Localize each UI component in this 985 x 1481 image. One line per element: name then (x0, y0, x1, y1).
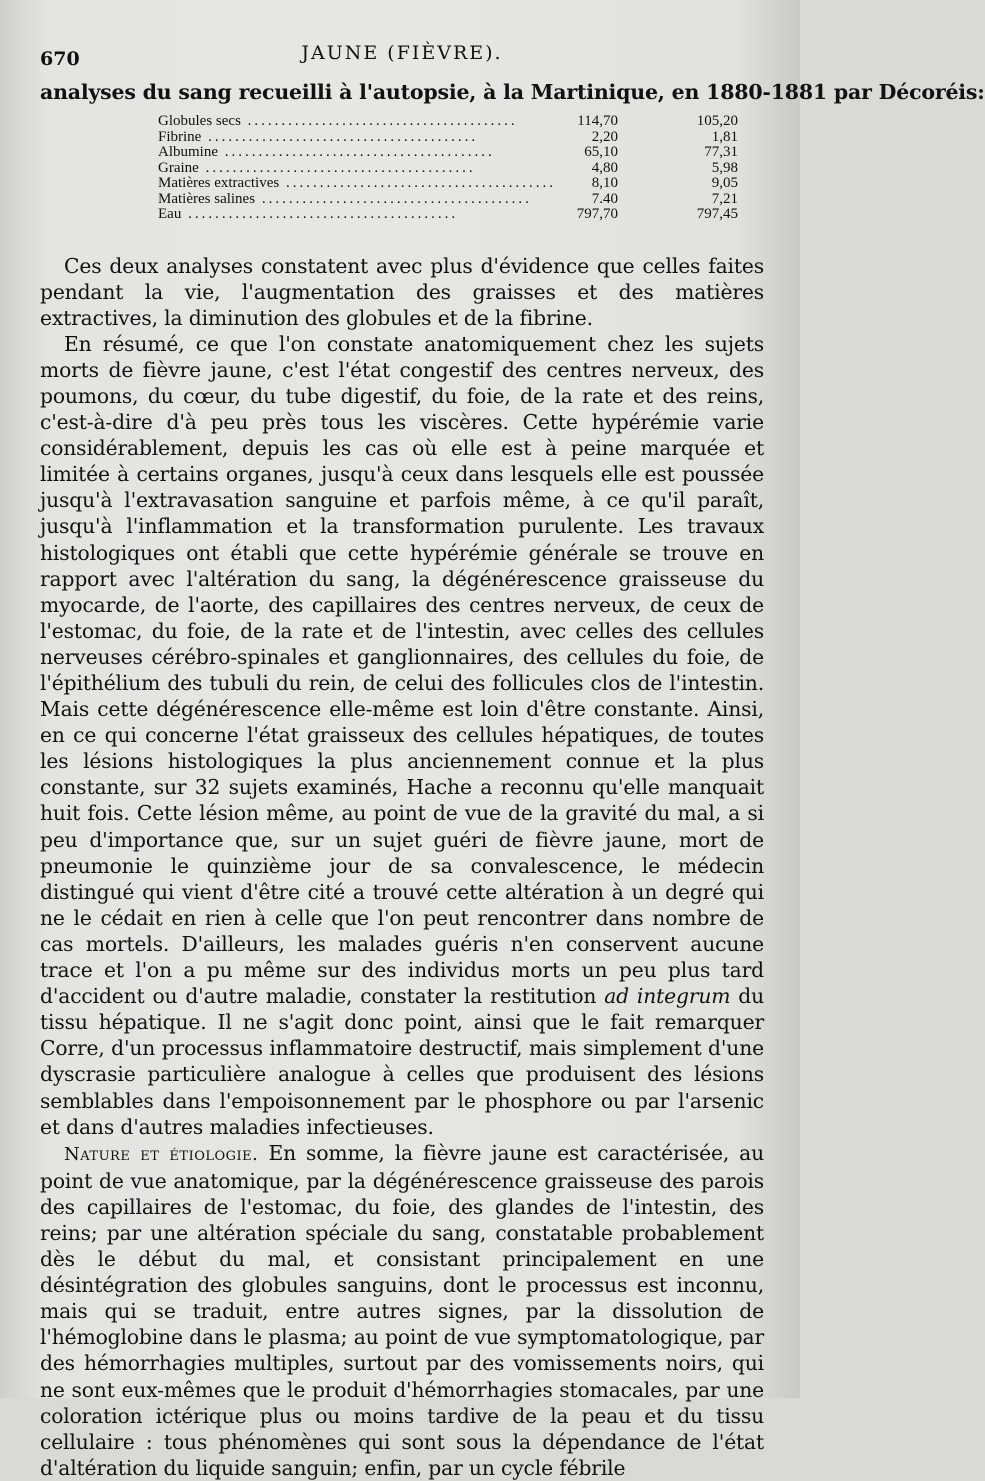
value-second-analysis: 105,20 (696, 113, 738, 129)
value-second-analysis: 5,98 (711, 159, 738, 176)
page-number: 670 (40, 48, 80, 70)
row-label-text: Matières extractives (158, 175, 280, 191)
value-second-analysis: 77,31 (704, 144, 738, 160)
table-row (158, 130, 738, 146)
page-header (40, 40, 764, 74)
latin-phrase: ad integrum (604, 984, 731, 1009)
running-title: JAUNE (FIÈVRE). (301, 42, 503, 64)
blood-analysis-table (158, 114, 738, 223)
paragraph-resume (40, 331, 764, 1140)
leader-dots: ........................................ (255, 190, 532, 207)
intro-line: analyses du sang recueilli à l'autopsie, à la Martinique, en 1880-1881 par Décoréis: (40, 80, 985, 104)
value-first-analysis: 65,10 (584, 144, 618, 160)
value-first-analysis: 114,70 (577, 113, 618, 129)
row-label-text: Albumine (158, 144, 218, 160)
row-label (158, 130, 556, 146)
value-first-analysis: 2,20 (591, 128, 618, 145)
value-first-analysis: 4,80 (591, 159, 618, 176)
table-row (158, 176, 738, 192)
leader-dots: ........................................ (218, 144, 495, 160)
value-second-analysis: 9,05 (711, 175, 738, 191)
row-label (158, 145, 556, 161)
table-row (158, 161, 738, 177)
table-row (158, 145, 738, 161)
row-label (158, 192, 556, 208)
leader-dots: ........................................ (279, 175, 556, 191)
row-label (158, 161, 556, 177)
table-row (158, 192, 738, 208)
row-label (158, 207, 556, 223)
leader-dots: ........................................ (240, 113, 518, 129)
table-row (158, 207, 738, 223)
table-row (158, 114, 738, 130)
row-label-text: Globules secs (158, 113, 241, 129)
paragraph-resume-text: En résumé, ce que l'on constate anatomiquement chez les sujets morts de fièvre jaune, c'est l'état congestif des centres nerveux, des poumons, du cœur, du tube digestif, du foie, de la rate et des reins, c'est-à-dire d'à peu près tous les viscères. Cette hypérémie varie considérablement, depuis les cas où elle est à peine marquée et limitée à certains organes, jusqu'à ceux dans lesquels elle est poussée jusqu'à l'extravasation sanguine et parfois même, à ce qu'il paraît, jusqu'à l'inflammation et la transformation purulente. Les travaux histologiques ont établi que cette hypérémie générale se trouve en rapport avec l'altération du sang, la dégénérescence graisseuse du myocarde, de l'aorte, des capillaires des centres nerveux, de ceux de l'estomac, du foie, de la rate et de l'intestin, avec celles des cellules nerveuses cérébro-spinales et ganglionnaires, des cellules du foie, de l'épithélium des tubuli du rein, de celui des follicules clos de l'intestin. Mais cette dégénérescence elle-même est loin d'être constante. Ainsi, en ce qui concerne l'état graisseux des cellules hépatiques, de toutes les lésions histologiques la plus anciennement connue et la plus constante, sur 32 sujets examinés, Hache a reconnu qu'elle manquait huit fois. Cette lésion même, au point de vue de la gravité du mal, a si peu d'importance que, sur un sujet guéri de fièvre jaune, mort de pneumonie le quinzième jour de sa convalescence, le médecin distingué qui vient d'être cité a trouvé cette altération à un degré qui ne le cédait en rien à celle que l'on peut rencontrer dans nombre de cas mortels. D'ailleurs, les malades guéris n'en conservent aucune trace et l'on a pu même sur des individus morts un peu plus tard d'accident ou d'autre maladie, constater la restitution (40, 331, 764, 1009)
section-heading: Nature et étiologie. (64, 1143, 259, 1165)
value-second-analysis: 7,21 (711, 190, 738, 207)
paragraph-analyses: Ces deux analyses constatent avec plus d'évidence que celles faites pendant la vie, l'augmentation des graisses et des matières extractives, la diminution des globules et de la fibrine. (40, 253, 764, 330)
value-first-analysis: 8,10 (591, 175, 618, 191)
row-label-text: Matières salines (158, 190, 256, 207)
row-label (158, 114, 556, 130)
value-first-analysis: 7.40 (591, 190, 618, 207)
paragraph-resume-tail: du tissu hépatique. Il ne s'agit donc point, ainsi que le fait remarquer Corre, d'un processus inflammatoire destructif, mais simplement d'une dyscrasie particulière analogue à celles que produisent des lésions semblables dans l'empoisonnement par le phosphore ou par l'arsenic et dans d'autres maladies infectieuses. (40, 984, 765, 1139)
row-label-text: Fibrine (158, 128, 202, 145)
row-label-text: Eau (158, 206, 182, 222)
leader-dots: ........................................ (201, 128, 479, 145)
row-label-text: Graine (158, 159, 199, 176)
value-first-analysis: 797,70 (576, 206, 618, 222)
leader-dots: ........................................ (181, 206, 459, 222)
row-label (158, 176, 556, 192)
paragraph-nature (40, 1140, 764, 1481)
value-second-analysis: 797,45 (696, 206, 738, 222)
paragraph-nature-text: En somme, la fièvre jaune est caractérisée, au point de vue anatomique, par la dégénérescence graisseuse des parois des capillaires de l'estomac, du foie, des glandes de l'intestin, des reins; par une altération spéciale du sang, constatable probablement dès le début du mal, et consistant principalement en une désintégration des globules sanguins, dont le processus est inconnu, mais qui se traduit, entre autres signes, par la dissolution de l'hémoglobine dans le plasma; au point de vue symptomatologique, par des hémorrhagies multiples, surtout par des vomissements noirs, qui ne sont eux-mêmes que le produit d'hémorrhagies stomacales, par une coloration ictérique plus ou moins tardive de la peau et du tissu cellulaire : tous phénomènes qui sont sous la dépendance de l'état d'altération du liquide sanguin; enfin, par un cycle fébrile (40, 1140, 765, 1480)
value-second-analysis: 1,81 (711, 128, 738, 145)
leader-dots: ........................................ (198, 159, 476, 176)
